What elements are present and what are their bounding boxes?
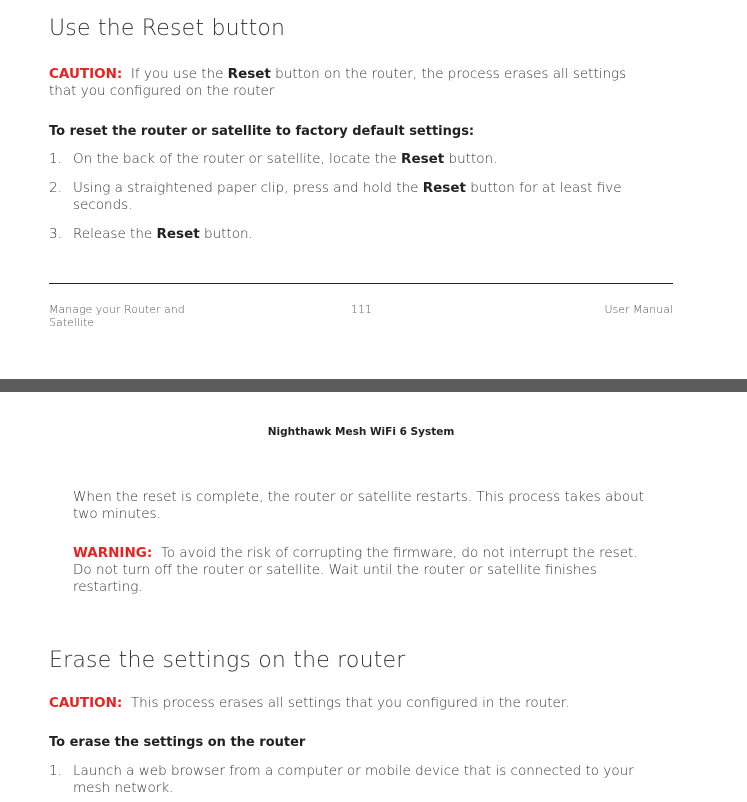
page-header-title: Nighthawk Mesh WiFi 6 System: [267, 426, 455, 438]
warning-text: Do not turn off the router or satellite. Wait until the router or satellite finishes: [73, 562, 597, 578]
section-title-reset-button: Use the Reset button: [49, 16, 286, 41]
step-number: 1.: [49, 763, 62, 779]
erase-step-1: [49, 763, 689, 797]
page-separator: [0, 379, 747, 392]
procedure-heading: To reset the router or satellite to factory default settings:: [49, 124, 475, 139]
step-number: 2.: [49, 180, 62, 196]
warning-text: To avoid the risk of corrupting the firmware, do not interrupt the reset.: [160, 545, 638, 561]
caution-note: [49, 66, 689, 100]
caution-label: CAUTION:: [49, 695, 123, 711]
reset-complete-paragraph: [73, 489, 713, 523]
step-text: mesh network.: [73, 780, 174, 796]
caution-text: This process erases all settings that you configured in the router.: [130, 695, 570, 711]
step-1: [49, 151, 689, 168]
step-number: 1.: [49, 151, 62, 167]
warning-text: restarting.: [73, 579, 143, 595]
step-text: Using a straightened paper clip, press and hold the: [73, 180, 419, 196]
caution-text-after: button on the router, the process erases all settings: [275, 66, 627, 82]
paragraph-line: When the reset is complete, the router or satellite restarts. This process takes about: [73, 489, 644, 505]
warning-note: [73, 545, 713, 596]
footer-left: [49, 303, 185, 329]
footer-divider: [49, 283, 673, 284]
step-2: [49, 180, 689, 214]
footer-page-number: 111: [351, 303, 372, 316]
step-text: Release the: [73, 226, 153, 242]
step-text: On the back of the router or satellite, locate the: [73, 151, 397, 167]
caution-note-erase: [49, 695, 689, 712]
reset-bold: Reset: [401, 151, 445, 167]
footer-chapter-line2: Satellite: [49, 316, 95, 329]
caution-label: CAUTION:: [49, 66, 123, 82]
reset-bold: Reset: [227, 66, 271, 82]
caution-text-before: If you use the: [130, 66, 224, 82]
procedure-heading-erase: To erase the settings on the router: [49, 735, 306, 750]
paragraph-line: two minutes.: [73, 506, 161, 522]
reset-bold: Reset: [156, 226, 200, 242]
step-number: 3.: [49, 226, 62, 242]
step-text: button.: [448, 151, 498, 167]
warning-label: WARNING:: [73, 545, 153, 561]
step-text: seconds.: [73, 197, 133, 213]
step-text: button.: [204, 226, 253, 242]
step-3: [49, 226, 689, 243]
step-text: Launch a web browser from a computer or mobile device that is connected to your: [73, 763, 634, 779]
reset-bold: Reset: [422, 180, 466, 196]
footer-right: User Manual: [604, 303, 673, 316]
section-title-erase-settings: Erase the settings on the router: [49, 648, 406, 673]
step-text: button for at least five: [470, 180, 622, 196]
footer-chapter-line1: Manage your Router and: [49, 303, 185, 316]
caution-text-line2: that you configured on the router: [49, 83, 275, 99]
